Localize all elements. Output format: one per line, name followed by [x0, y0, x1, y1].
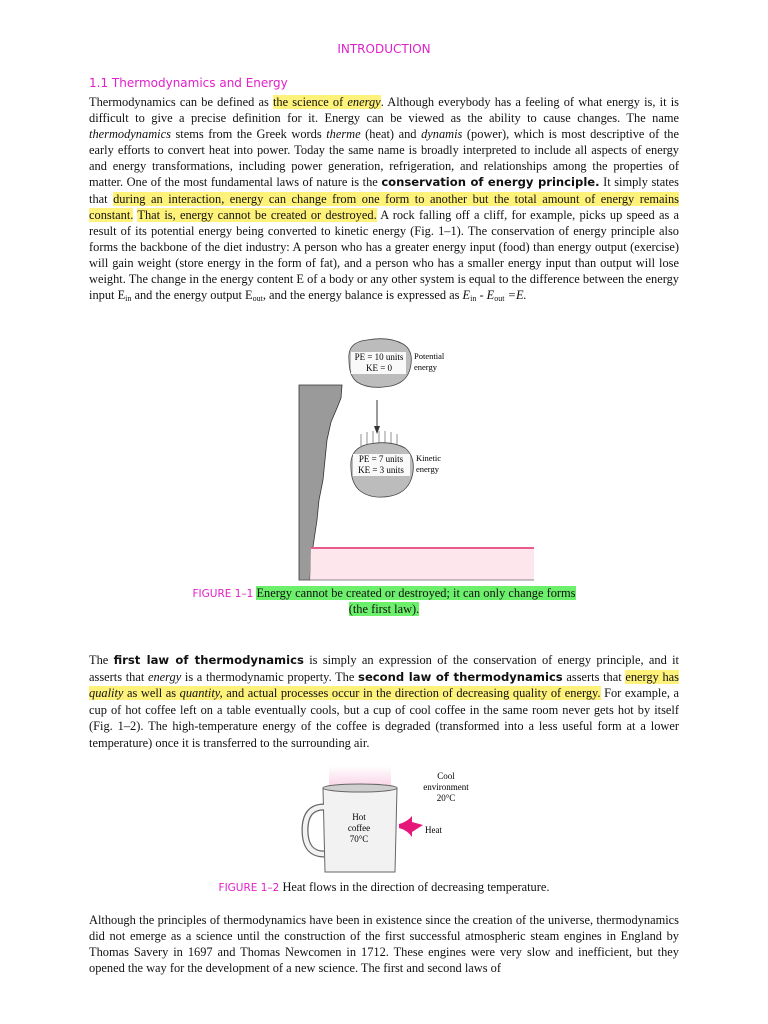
heat-arrow-icon [399, 816, 423, 837]
caption-text: (the first law). [348, 602, 420, 616]
label-kinetic-energy: energy [416, 464, 439, 474]
label-pe-top: PE = 10 units [354, 352, 404, 362]
equation: E [486, 288, 495, 303]
text-italic: energy [147, 669, 182, 684]
text: energy has [625, 669, 679, 684]
highlight-cannot-be-created: That is, energy cannot be created or destroyed. [137, 207, 377, 222]
text: and the energy output E [131, 288, 253, 303]
subscript: out [494, 294, 505, 304]
label-potential: Potential [414, 351, 445, 361]
figure-1-2-caption [89, 880, 679, 896]
text: and actual processes occur in the direction of decreasing quality of energy. [222, 686, 601, 700]
subscript: out [252, 294, 263, 304]
paragraph-1 [89, 94, 679, 303]
text: the science of [272, 95, 348, 109]
text-italic: quantity, [179, 686, 223, 700]
label-coffee: coffee [347, 823, 371, 833]
text-italic: therme [326, 127, 361, 142]
figure-label: FIGURE 1–1 [192, 588, 254, 600]
subscript: in [125, 294, 132, 304]
label-cool: Cool [437, 771, 455, 781]
highlight-science-of-energy [273, 95, 381, 109]
highlight-interaction: during an interaction, energy can change from one form to another but the total amount of energy remains constant. [89, 191, 679, 222]
label-coffee-temp: 70°C [349, 834, 369, 844]
equation: - [476, 288, 487, 303]
text: It simply states that [89, 175, 679, 206]
figure-label: FIGURE 1–2 [218, 882, 280, 894]
text: is simply an expression of the conservation of energy principle, and it asserts that [89, 653, 679, 684]
text: . Although everybody has a feeling of what energy is, it is difficult to give a precise definition for it. Energy can be viewed as the ability to cause changes. The name [89, 95, 679, 126]
equation: =E. [504, 288, 527, 303]
term-second-law: second law of thermodynamics [358, 669, 563, 684]
text: A rock falling off a cliff, for example, picks up speed as a result of its potential energy being converted to kinetic energy (Fig. 1–1). The conservation of energy principle also forms the backbone of the diet industry: A person who has a greater energy input (food) than energy output (exercise) will gain weight (store energy in the form of fat), and a person who has a smaller energy input than output will lose weight. The change in the energy content E of a body or any other system is equal to the difference between the energy input E [89, 207, 679, 303]
subscript: in [470, 294, 477, 304]
text-italic: thermodynamics [89, 127, 171, 142]
label-ke-bottom: KE = 3 units [358, 465, 404, 475]
equation: E [462, 288, 471, 303]
text: For example, a cup of hot coffee left on a table eventually cools, but a cup of cool coffee in the same room never gets hot by itself (Fig. 1–2). The high-temperature energy of the coffee is degraded (transformed into a less useful form at a lower temperature) once it is transferred to the surrounding air. [89, 686, 679, 750]
text: (power), which is most descriptive of the early efforts to convert heat into power. Today the same name is broadly interpreted to include all aspects of energy and energy transformations, including power generation, refrigeration, and relationships among the properties of matter. One of the most fundamental laws of nature is the [89, 127, 679, 190]
paragraph-3: Although the principles of thermodynamics have been in existence since the creation of the universe, thermodynamics did not emerge as a science until the construction of the first successful atmospheric steam engines in England by Thomas Savery in 1697 and Thomas Newcomen in 1712. These engines were very slow and inefficient, but they opened the way for the development of a new science. The first and second laws of [89, 913, 679, 976]
label-environment: environment [423, 782, 469, 792]
caption-text: Heat flows in the direction of decreasing temperature. [282, 880, 550, 894]
label-kinetic: Kinetic [416, 453, 442, 463]
section-heading: 1.1 Thermodynamics and Energy [89, 76, 288, 90]
text: (heat) and [360, 127, 422, 142]
text: The [89, 653, 114, 667]
figure-1-1-caption [89, 586, 679, 617]
figure-1-2-coffee-cup-diagram [299, 762, 499, 877]
figure-1-1-cliff-diagram [289, 330, 539, 585]
label-pe-bottom: PE = 7 units [358, 454, 404, 464]
water-surface [310, 548, 534, 580]
text: is a thermodynamic property. The [181, 669, 359, 684]
text: stems from the Greek words [170, 127, 327, 142]
text: as well as [123, 686, 180, 700]
text-italic: quality [89, 686, 124, 700]
text-italic: dynamis [421, 127, 463, 142]
term-conservation-of-energy: conservation of energy principle. [381, 175, 600, 190]
label-potential-energy: energy [414, 362, 437, 372]
label-hot: Hot [352, 812, 366, 822]
caption-text: Energy cannot be created or destroyed; it can only change forms [256, 586, 576, 600]
label-heat: Heat [425, 825, 442, 835]
label-ke-top: KE = 0 [365, 363, 393, 373]
text-italic: energy [347, 95, 381, 109]
text: asserts that [562, 669, 626, 684]
text: Thermodynamics can be defined as [89, 95, 273, 109]
text: , and the energy balance is expressed as [262, 288, 463, 303]
paragraph-2 [89, 652, 679, 751]
term-first-law: first law of thermodynamics [113, 653, 304, 667]
page-title: INTRODUCTION [337, 42, 431, 56]
label-env-temp: 20°C [436, 793, 456, 803]
